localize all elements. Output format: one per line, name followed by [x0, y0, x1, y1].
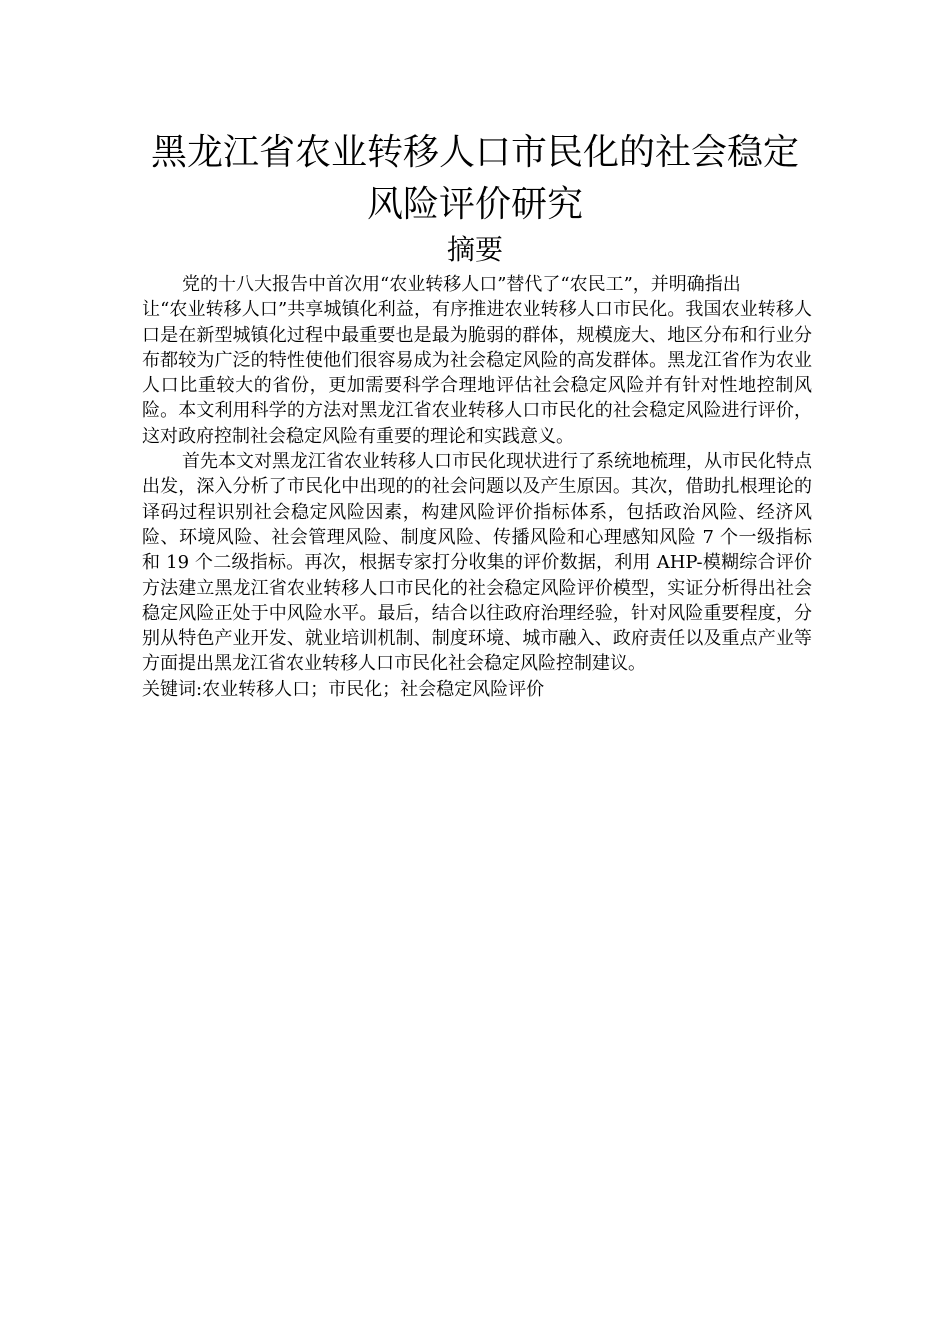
- abstract-paragraph-1-first-line: 党的十八大报告中首次用“农业转移人口”替代了“农民工”，并明确指出: [182, 274, 741, 295]
- keywords-text: :农业转移人口；市民化；社会稳定风险评价: [196, 678, 545, 700]
- keywords-label: 关键词: [142, 678, 196, 700]
- keywords-line: [142, 677, 812, 702]
- document-title-line-1: 黑龙江省农业转移人口市民化的社会稳定: [150, 132, 799, 173]
- abstract-paragraph-2: 首先本文对黑龙江省农业转移人口市民化现状进行了系统地梳理，从市民化特点出发，深入分析了市民化中出现的的社会问题以及产生原因。其次，借助扎根理论的译码过程识别社会稳定风险因素，构建风险评价指标体系，包括政治风险、经济风险、环境风险、社会管理风险、制度风险、传播风险和心理感知风险 7 个一级指标和 19 个二级指标。再次，根据专家打分收集的评价数据，利用 AHP-模糊综合评价方法建立黑龙江省农业转移人口市民化的社会稳定风险评价模型，实证分析得出社会稳定风险正处于中风险水平。最后，结合以往政府治理经验，针对风险重要程度，分别从特色产业开发、就业培训机制、制度环境、城市融入、政府责任以及重点产业等方面提出黑龙江省农业转移人口市民化社会稳定风险控制建议。: [142, 451, 812, 675]
- abstract-paragraph-1-continuation: 让“农业转移人口”共享城镇化利益，有序推进农业转移人口市民化。我国农业转移人口是在新型城镇化过程中最重要也是最为脆弱的群体，规模庞大、地区分布和行业分布都较为广泛的特性使他们很容易成为社会稳定风险的高发群体。黑龙江省作为农业人口比重较大的省份，更加需要科学合理地评估社会稳定风险并有针对性地控制风险。本文利用科学的方法对黑龙江省农业转移人口市民化的社会稳定风险进行评价，这对政府控制社会稳定风险有重要的理论和实践意义。: [142, 299, 812, 447]
- abstract-body: [142, 272, 812, 702]
- document-title-line-2: 风险评价研究: [366, 184, 583, 225]
- abstract-heading: 摘要: [446, 233, 503, 266]
